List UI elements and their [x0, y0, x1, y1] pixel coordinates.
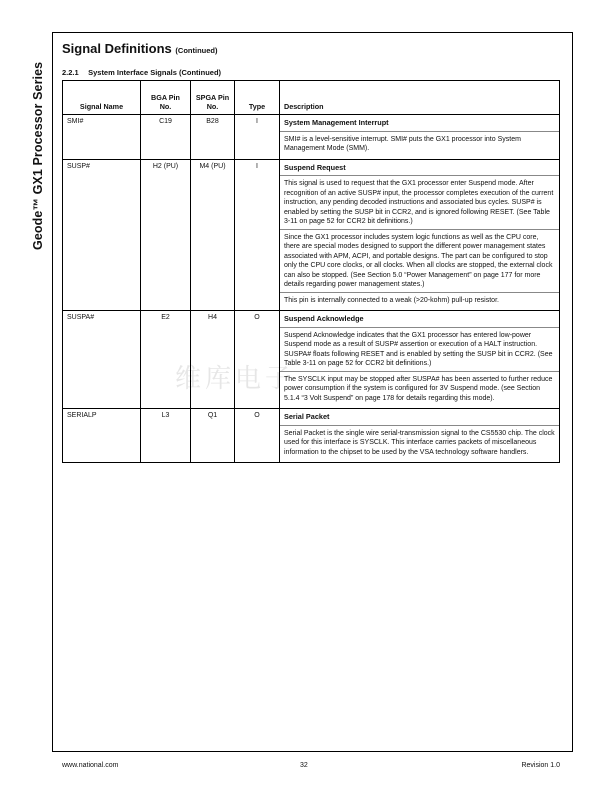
- footer-revision: Revision 1.0: [521, 762, 560, 769]
- section-title: System Interface Signals (Continued): [88, 68, 222, 77]
- cell-signal: SERIALP: [63, 409, 141, 463]
- header-type: Type: [235, 81, 280, 115]
- title-suffix: (Continued): [175, 46, 218, 55]
- cell-description: [280, 159, 560, 311]
- footer-url: www.national.com: [62, 762, 119, 769]
- cell-signal: SUSP#: [63, 159, 141, 311]
- cell-description: [280, 409, 560, 463]
- footer-page-number: 32: [300, 762, 308, 769]
- cell-type: I: [235, 159, 280, 311]
- description-paragraph: This signal is used to request that the GX1 processor enter Suspend mode. After recognition of an active SUSP# input, the processor completes execution of the current instruction, any pending decoded instructions and associated bus cycles. SUSP# is enabled by setting the SUSP bit in CCR2, and is ignored following RESET. (See Table 3-11 on page 52 for CCR2 bit definitions.): [280, 179, 559, 230]
- header-spga: SPGA Pin No.: [191, 81, 235, 115]
- cell-bga: L3: [141, 409, 191, 463]
- cell-spga: Q1: [191, 409, 235, 463]
- side-title: Geode™ GX1 Processor Series: [31, 61, 45, 250]
- table-row: [63, 159, 560, 311]
- description-heading: System Management Interrupt: [280, 115, 559, 132]
- cell-bga: C19: [141, 115, 191, 160]
- header-bga: BGA Pin No.: [141, 81, 191, 115]
- description-paragraph: SMI# is a level-sensitive interrupt. SMI# puts the GX1 processor into System Management Mode (SMM).: [284, 135, 521, 152]
- description-heading: Suspend Request: [280, 160, 559, 177]
- description-paragraph: This pin is internally connected to a weak (>20-kohm) pull-up resistor.: [284, 296, 499, 304]
- cell-type: O: [235, 409, 280, 463]
- section-number: 2.2.1: [62, 68, 79, 77]
- cell-signal: SMI#: [63, 115, 141, 160]
- cell-type: O: [235, 311, 280, 409]
- cell-bga: E2: [141, 311, 191, 409]
- cell-spga: B28: [191, 115, 235, 160]
- section-heading: [62, 68, 221, 77]
- description-paragraph: Since the GX1 processor includes system logic functions as well as the CPU core, there are special modes designed to support the different power management states associated with APM, ACPI, and portable designs. The part can be configured to stop only the CPU core clocks, or all clocks. When all clocks are stopped, the external clock can also be stopped. (See Section 5.0 “Power Management” on page 177 for more details regarding power management states.): [280, 233, 559, 293]
- cell-description: [280, 115, 560, 160]
- table-row: [63, 311, 560, 409]
- cell-spga: H4: [191, 311, 235, 409]
- signal-table: [62, 80, 560, 463]
- description-paragraph: Serial Packet is the single wire serial-transmission signal to the CS5530 chip. The clock used for this interface is SYSCLK. This interface carries packets of miscellaneous information to the chipset to be used by the VSA technology software handlers.: [284, 429, 555, 456]
- watermark: 维库电子: [175, 364, 296, 394]
- table-row: [63, 409, 560, 463]
- cell-spga: M4 (PU): [191, 159, 235, 311]
- cell-bga: H2 (PU): [141, 159, 191, 311]
- page-title: [62, 41, 218, 56]
- header-signal-name: Signal Name: [63, 81, 141, 115]
- description-paragraph: Suspend Acknowledge indicates that the GX1 processor has entered low-power Suspend mode as a result of SUSP# assertion or execution of a HALT instruction. SUSPA# floats following RESET and is enabled by setting the SUSP bit in CCR2. (See Table 3-11 on page 52 for CCR2 bit definitions.): [280, 331, 559, 372]
- title-text: Signal Definitions: [62, 41, 172, 56]
- description-paragraph: The SYSCLK input may be stopped after SUSPA# has been asserted to further reduce power consumption if the system is configured for 3V Suspend mode. (see Section 5.1.4 “3 Volt Suspend” on page 178 for details regarding this mode).: [284, 375, 553, 402]
- cell-description: [280, 311, 560, 409]
- description-heading: Serial Packet: [280, 409, 559, 426]
- header-description: Description: [280, 81, 560, 115]
- table-header-row: [63, 81, 560, 115]
- table-row: [63, 115, 560, 160]
- cell-signal: SUSPA#: [63, 311, 141, 409]
- cell-type: I: [235, 115, 280, 160]
- description-heading: Suspend Acknowledge: [280, 311, 559, 328]
